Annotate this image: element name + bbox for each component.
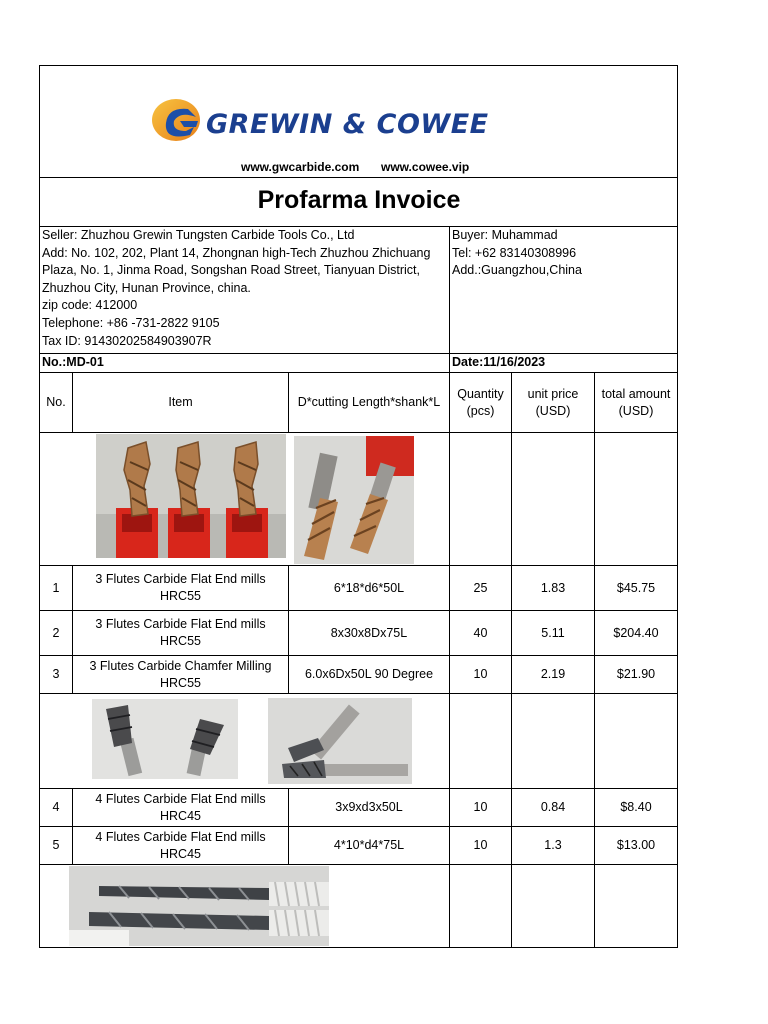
row-2-quantity: 40	[473, 625, 488, 640]
product-photo-endmills-red-holders	[96, 434, 286, 558]
col-header-item: Item	[168, 395, 193, 409]
document-date: Date:11/16/2023	[452, 355, 546, 369]
product-photo-drills	[69, 866, 329, 946]
row-3-total: $21.90	[616, 667, 656, 681]
row-4-item	[73, 789, 288, 826]
row-3-item-name: 3 Flutes Carbide Chamfer Milling	[89, 658, 272, 673]
buyer-line: Tel: +62 83140308996	[452, 246, 577, 260]
col-header-quantity-label: Quantity	[457, 386, 504, 401]
row-3-item-grade: HRC55	[160, 675, 201, 690]
row-5-quantity: 10	[473, 838, 488, 852]
logo-g-icon	[150, 97, 206, 143]
row-3-no: 3	[52, 667, 60, 681]
col-header-unit-price-label: unit price	[527, 386, 579, 401]
buyer-line: Add.:Guangzhou,China	[452, 263, 582, 277]
brand-name: GREWIN & COWEE	[206, 109, 489, 140]
row-5-item-name: 4 Flutes Carbide Flat End mills	[95, 829, 266, 844]
seller-line: Seller: Zhuzhou Grewin Tungsten Carbide Tools Co., Ltd	[42, 228, 355, 242]
row-1-total: $45.75	[616, 580, 656, 595]
row-3-item	[73, 656, 288, 693]
col-header-unit-price-unit: (USD)	[535, 403, 571, 418]
row-4-spec: 3x9xd3x50L	[335, 800, 403, 814]
row-2-total: $204.40	[613, 625, 659, 640]
row-line	[39, 864, 678, 865]
row-4-item-name: 4 Flutes Carbide Flat End mills	[95, 791, 266, 806]
website-url-2[interactable]: www.cowee.vip	[381, 160, 470, 174]
invoice-title: Profarma Invoice	[257, 186, 461, 214]
number-date-row	[39, 353, 678, 373]
row-1-no: 1	[52, 580, 60, 595]
seller-line: Plaza, No. 1, Jinma Road, Songshan Road Street, Tianyuan District,	[42, 263, 420, 277]
row-3-unit-price: 2.19	[540, 667, 566, 681]
col-header-quantity-unit: (pcs)	[466, 403, 495, 418]
row-1-unit-price: 1.83	[540, 580, 566, 595]
row-2-no: 2	[52, 625, 60, 640]
row-2-spec: 8x30x8Dx75L	[330, 625, 408, 640]
col-header-quantity	[450, 373, 511, 432]
row-4-total: $8.40	[620, 800, 652, 814]
col-header-total-unit: (USD)	[618, 403, 654, 418]
col-header-total-label: total amount	[601, 386, 671, 401]
seller-line: Telephone: +86 -731-2822 9105	[42, 316, 220, 330]
seller-line: Tax ID: 91430202584903907R	[42, 334, 212, 348]
row-line	[39, 432, 678, 433]
row-5-item	[73, 827, 288, 864]
row-4-no: 4	[52, 800, 60, 814]
row-line	[39, 693, 678, 694]
seller-line: Add: No. 102, 202, Plant 14, Zhongnan high-Tech Zhuzhou Zhichuang	[42, 246, 431, 260]
row-5-total: $13.00	[616, 838, 656, 852]
row-1-item-grade: HRC55	[160, 589, 201, 603]
col-header-no: No.	[46, 395, 66, 409]
row-3-quantity: 10	[473, 667, 488, 681]
row-4-item-grade: HRC45	[160, 808, 201, 823]
row-2-item-grade: HRC55	[160, 634, 201, 648]
row-1-spec: 6*18*d6*50L	[333, 580, 405, 595]
row-3-spec: 6.0x6Dx50L 90 Degree	[304, 667, 434, 681]
row-4-quantity: 10	[473, 800, 488, 814]
product-photo-small-endmills	[92, 699, 238, 779]
document-number: No.:MD-01	[42, 355, 104, 369]
product-photo-endmills-closeup	[294, 436, 414, 564]
seller-line: Zhuzhou City, Hunan Province, china.	[42, 281, 251, 295]
product-photo-long-endmills	[268, 698, 412, 784]
col-header-unit-price	[512, 373, 594, 432]
col-header-spec: D*cutting Length*shank*L	[297, 395, 441, 409]
brand-logo	[150, 97, 206, 143]
row-2-item	[73, 611, 288, 655]
row-5-spec: 4*10*d4*75L	[333, 838, 405, 852]
row-1-quantity: 25	[473, 580, 488, 595]
col-header-total	[595, 373, 677, 432]
buyer-line: Buyer: Muhammad	[452, 228, 558, 242]
row-1-item	[73, 566, 288, 610]
seller-line: zip code: 412000	[42, 298, 138, 312]
website-url-1[interactable]: www.gwcarbide.com	[241, 160, 360, 174]
row-5-item-grade: HRC45	[160, 846, 201, 861]
row-5-unit-price: 1.3	[544, 838, 562, 852]
row-2-item-name: 3 Flutes Carbide Flat End mills	[95, 617, 266, 631]
row-4-unit-price: 0.84	[540, 800, 566, 814]
row-1-item-name: 3 Flutes Carbide Flat End mills	[95, 572, 266, 586]
row-5-no: 5	[52, 838, 60, 852]
row-2-unit-price: 5.11	[541, 625, 565, 640]
